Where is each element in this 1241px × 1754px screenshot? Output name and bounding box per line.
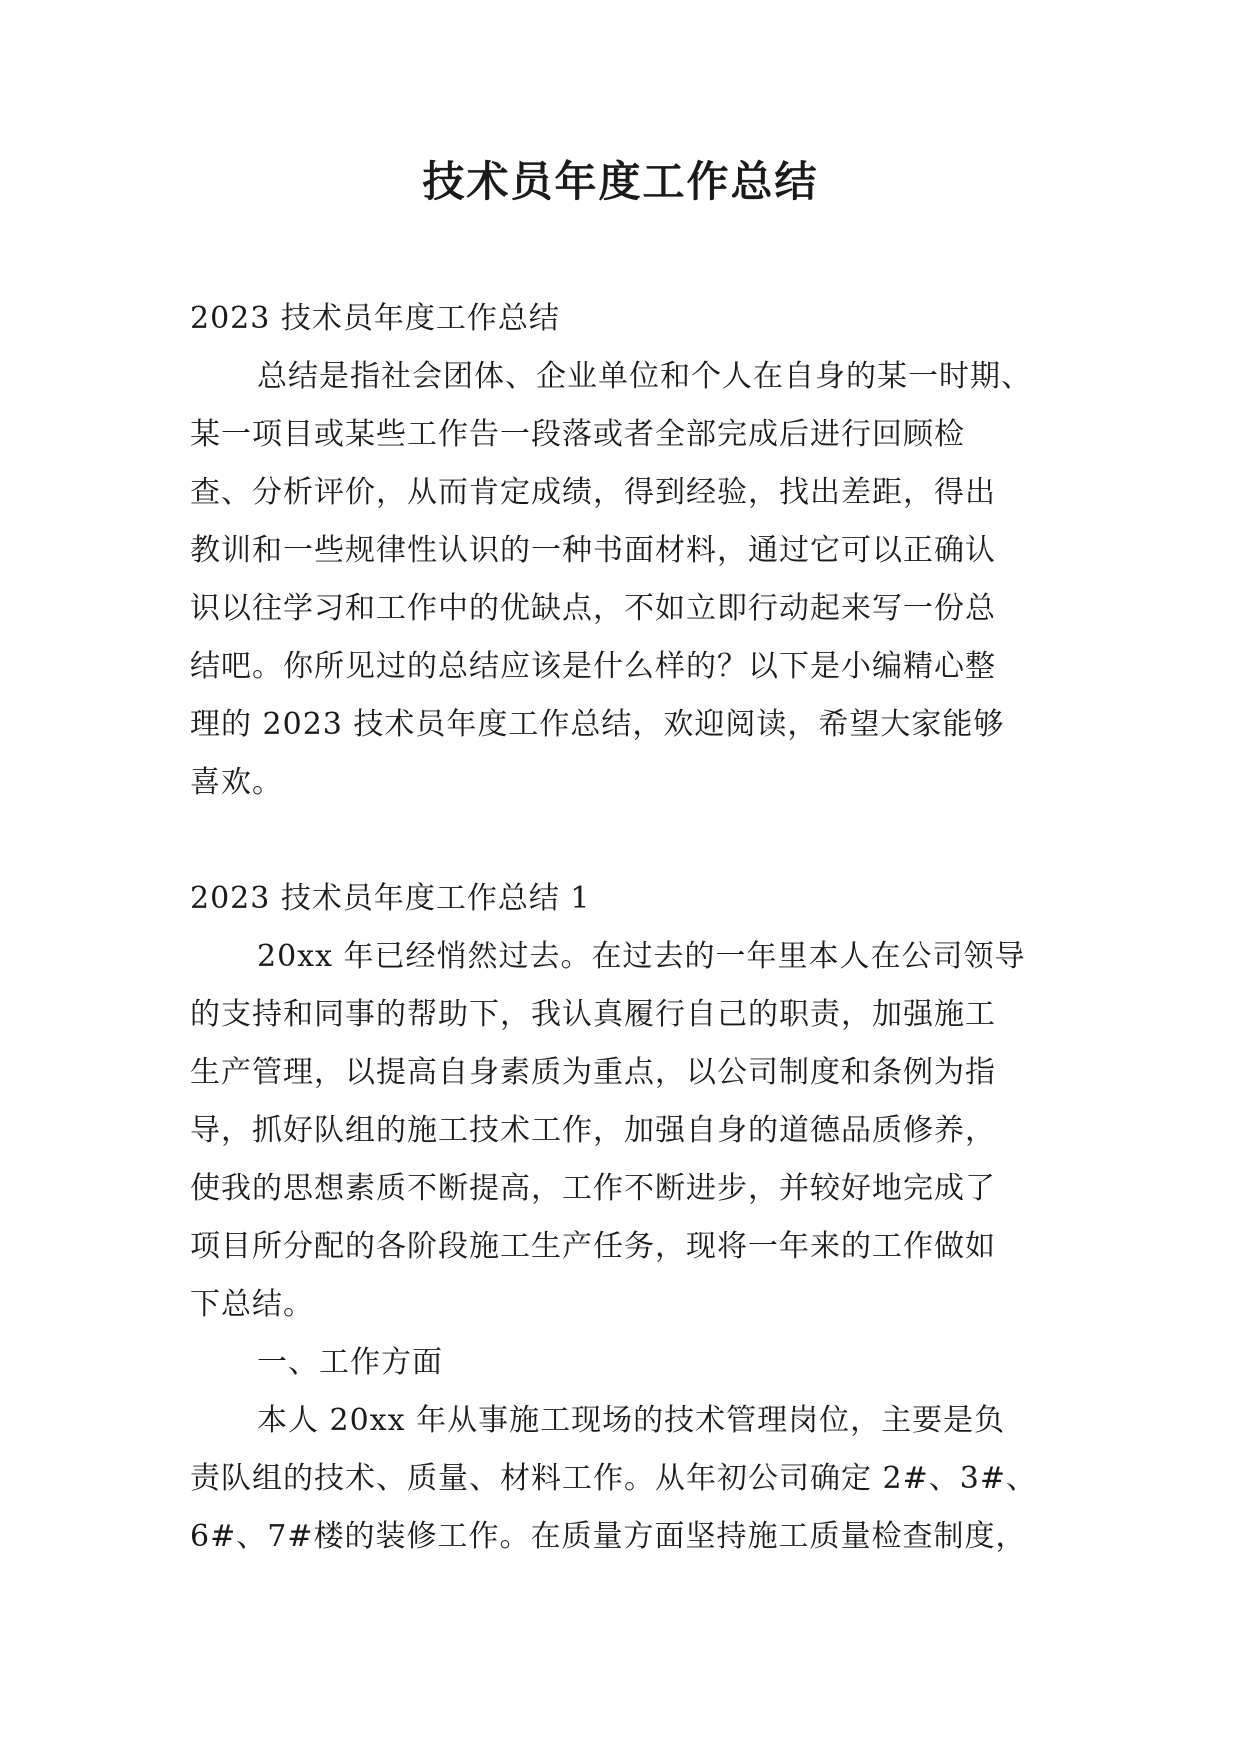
paragraph-line: 导，抓好队组的施工技术工作，加强自身的道德品质修养， [190, 1113, 996, 1148]
paragraph-line: 喜欢。 [190, 765, 283, 800]
paragraph-line: 的支持和同事的帮助下，我认真履行自己的职责，加强施工 [190, 997, 996, 1032]
document-title: 技术员年度工作总结 [422, 157, 819, 206]
paragraph-line: 使我的思想素质不断提高，工作不断进步，并较好地完成了 [190, 1171, 996, 1206]
paragraph-line: 本人 20xx 年从事施工现场的技术管理岗位，主要是负 [257, 1403, 1006, 1438]
paragraph-line: 生产管理，以提高自身素质为重点，以公司制度和条例为指 [190, 1055, 996, 1090]
paragraph-line: 20xx 年已经悄然过去。在过去的一年里本人在公司领导 [257, 939, 1026, 974]
intro-heading: 2023 技术员年度工作总结 [190, 301, 560, 336]
paragraph-line: 项目所分配的各阶段施工生产任务，现将一年来的工作做如 [190, 1229, 996, 1264]
paragraph-line: 下总结。 [190, 1287, 314, 1322]
subsection-heading: 一、工作方面 [257, 1345, 443, 1380]
paragraph-line: 查、分析评价，从而肯定成绩，得到经验，找出差距，得出 [190, 475, 996, 510]
paragraph-line: 教训和一些规律性认识的一种书面材料，通过它可以正确认 [190, 533, 996, 568]
paragraph-gap [190, 812, 1060, 870]
paragraph-line: 责队组的技术、质量、材料工作。从年初公司确定 2#、3#、 [190, 1461, 1037, 1496]
paragraph-line: 识以往学习和工作中的优缺点，不如立即行动起来写一份总 [190, 591, 996, 626]
paragraph-line: 总结是指社会团体、企业单位和个人在自身的某一时期、 [257, 359, 1032, 394]
paragraph-line: 某一项目或某些工作告一段落或者全部完成后进行回顾检 [190, 417, 965, 452]
paragraph-line: 6#、7#楼的装修工作。在质量方面坚持施工质量检查制度， [190, 1519, 1027, 1554]
paragraph-line: 理的 2023 技术员年度工作总结，欢迎阅读，希望大家能够 [190, 707, 1005, 742]
document-body [190, 290, 1060, 1566]
paragraph-line: 结吧。你所见过的总结应该是什么样的？以下是小编精心整 [190, 649, 996, 684]
section-heading: 2023 技术员年度工作总结 1 [190, 881, 591, 916]
